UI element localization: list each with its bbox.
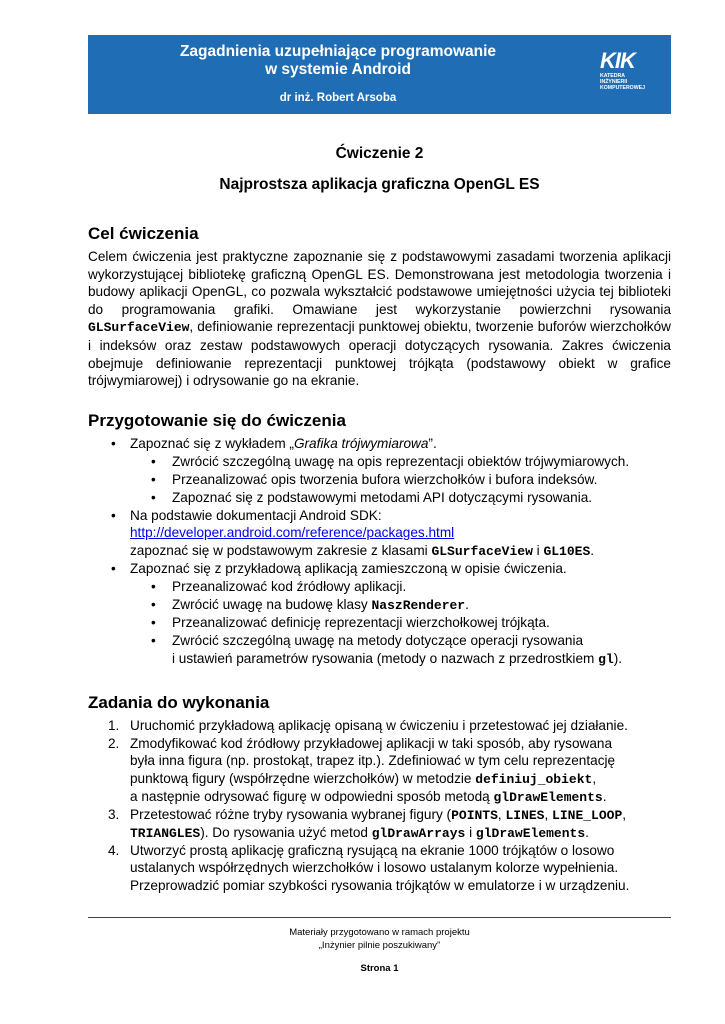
prep-subitem: Przeanalizować definicję reprezentacji wierzchołkowej trójkąta. [172,615,550,630]
mode-lines: LINES [505,808,545,823]
bullet-dot: • [111,508,116,523]
task-3-line1 [130,806,626,825]
task-number: 3. [108,807,120,822]
logo-sub1: KATEDRA [600,73,625,79]
footer-line2: „Inżynier pilnie poszukiwany” [318,940,441,951]
class-naszrenderer: NaszRenderer [371,598,466,613]
goal-text-2: , definiowanie reprezentacji punktowej obiektu, tworzenie buforów wierzchołków i indeksów oraz zestaw podstawowych operacji dotyczących rysowania. Zakres ćwiczenia obejmuje definiowanie reprezentacji punktowej trójkąta (podstawowy obiekt w grafice trójwymiarowej) i odrysowanie go na ekranie. [88,319,671,389]
bullet-dot: • [111,561,116,576]
header-banner [88,35,671,114]
task-2-line2: była inna figura (np. prostokąt, trapez itp.). Zdefiniować w tym celu reprezentację [130,753,616,768]
author: dr inż. Robert Arsoba [279,92,397,104]
method-gldrawarrays: glDrawArrays [371,826,466,841]
task-4-line3: Przeprowadzić pomiar szybkości rysowania trójkątów w emulatorze i w urządzeniu. [130,878,630,893]
prep-item-2: Na podstawie dokumentacji Android SDK: [130,508,382,523]
prep-subitem-cont [172,650,622,669]
course-title [88,43,588,79]
task-2-line4 [130,788,606,807]
class-gl10es: GL10ES [543,544,591,559]
bullet-dot: • [151,472,156,487]
and-text: i [465,825,476,840]
goal-heading: Cel ćwiczenia [88,224,199,243]
prep-item-2-classes [130,542,594,561]
department-logo [600,48,658,101]
prep-subitem: Zwrócić szczególną uwagę na opis reprezentacji obiektów trójwymiarowych. [172,454,630,469]
mode-points: POINTS [451,808,498,823]
task-3-end: . [585,825,589,840]
prep-subitem: Zapoznać się z podstawowymi metodami API dotyczącymi rysowania. [172,490,593,505]
task-2-l3-text: punktową figury (współrzędne wierzchołków) w metodzie [130,771,476,786]
sep: , [544,807,553,822]
mode-triangles: TRIANGLES [130,826,201,841]
renderer-text: Zwrócić uwagę na budowę klasy [172,597,372,612]
task-3-line2 [130,824,589,843]
prep-subitem: Przeanalizować kod źródłowy aplikacji. [172,579,407,594]
prefix-end: ). [613,651,623,666]
sep: , [497,807,506,822]
page-number: Strona 1 [360,963,399,974]
task-1: Uruchomić przykładową aplikację opisaną w ćwiczeniu i przetestować jej działanie. [130,718,628,733]
method-gldrawelements: glDrawElements [493,790,603,805]
task-2-l4-end: . [602,789,607,804]
prep-subitem: Zwrócić szczególną uwagę na metody dotyczące operacji rysowania [172,633,584,648]
method-gldrawelements: glDrawElements [475,826,586,841]
bullet-dot: • [151,579,156,594]
classes-text: zapoznać się w podstawowym zakresie z klasami [130,543,432,558]
exercise-title: Najprostsza aplikacja graficzna OpenGL ES [219,176,540,193]
logo-sub3: KOMPUTEROWEJ [600,85,645,91]
goal-text-1: Celem ćwiczenia jest praktyczne zapoznanie się z podstawowymi zasadami tworzenia aplikacji wykorzystującej bibliotekę graficzną OpenGL ES. Demonstrowana jest metodologia tworzenia i budowy aplikacji OpenGL, co pozwala wykształcić podstawowe umiejętności użycia tej biblioteki do programowania grafiki. Omawiane jest wykorzystanie powierzchni rysowania [88,249,671,317]
course-title-line2: w systemie Android [265,61,411,78]
method-definiuj-obiekt: definiuj_obiekt [475,772,593,787]
android-docs-link[interactable]: http://developer.android.com/reference/packages.html [130,525,455,540]
tasks-heading: Zadania do wykonania [88,693,270,712]
logo-sub2: INŻYNIERII [600,79,628,85]
sep: , [622,807,627,822]
prep-subitem: Przeanalizować opis tworzenia bufora wierzchołków i bufora indeksów. [172,472,598,487]
prep-item-1 [130,435,437,453]
bullet-dot: • [151,454,156,469]
task-4-line2: ustalanych współrzędnych wierzchołków i losowo ustalanym kolorze wypełnienia. [130,860,619,875]
task-2-l3-end: , [592,771,597,786]
bullet-dot: • [151,597,156,612]
prep-subitem [172,596,469,615]
task-number: 4. [108,843,120,858]
class-glsurfaceview: GLSurfaceView [431,544,533,559]
prep-item-1-post: ”. [428,436,437,451]
task-number: 1. [108,718,120,733]
prep-item-1-pre: Zapoznać się z wykładem „ [130,436,294,451]
prep-item-3: Zapoznać się z przykładową aplikacją zamieszczoną w opisie ćwiczenia. [130,561,567,576]
goal-paragraph [88,248,671,390]
logo-mark: KIK [600,48,635,73]
mode-line-loop: LINE_LOOP [552,808,623,823]
course-title-line1: Zagadnienia uzupełniające programowanie [179,43,497,60]
task-3-text: Przetestować różne tryby rysowania wybranej figury ( [130,807,452,822]
task-3-mid: ). Do rysowania użyć metod [200,825,372,840]
exercise-number: Ćwiczenie 2 [335,145,424,162]
prefix-text: i ustawień parametrów rysowania (metody o nazwach z przedrostkiem [172,651,599,666]
lecture-name: Grafika trójwymiarowa [293,436,429,451]
task-4-line1: Utworzyć prostą aplikację graficzną rysującą na ekranie 1000 trójkątów o losowo [130,843,615,858]
and-text: i [532,543,544,558]
renderer-dot: . [465,597,469,612]
task-number: 2. [108,736,120,751]
gl-prefix-code: gl [598,652,614,667]
bullet-dot: • [151,615,156,630]
dot-text: . [590,543,595,558]
footer-divider [88,917,671,918]
task-2-line1: Zmodyfikować kod źródłowy przykładowej aplikacji w taki sposób, aby rysowana [130,736,613,751]
task-2-line3 [130,770,596,789]
prep-heading: Przygotowanie się do ćwiczenia [88,411,346,430]
goal-code: GLSurfaceView [88,320,190,336]
logo-subtitle [600,73,658,91]
bullet-dot: • [151,490,156,505]
footer-line1: Materiały przygotowano w ramach projektu [289,927,470,938]
docs-link-line [130,524,454,542]
task-2-l4-text: a następnie odrysować figurę w odpowiedni sposób metodą [130,789,494,804]
bullet-dot: • [111,436,116,451]
bullet-dot: • [151,633,156,648]
